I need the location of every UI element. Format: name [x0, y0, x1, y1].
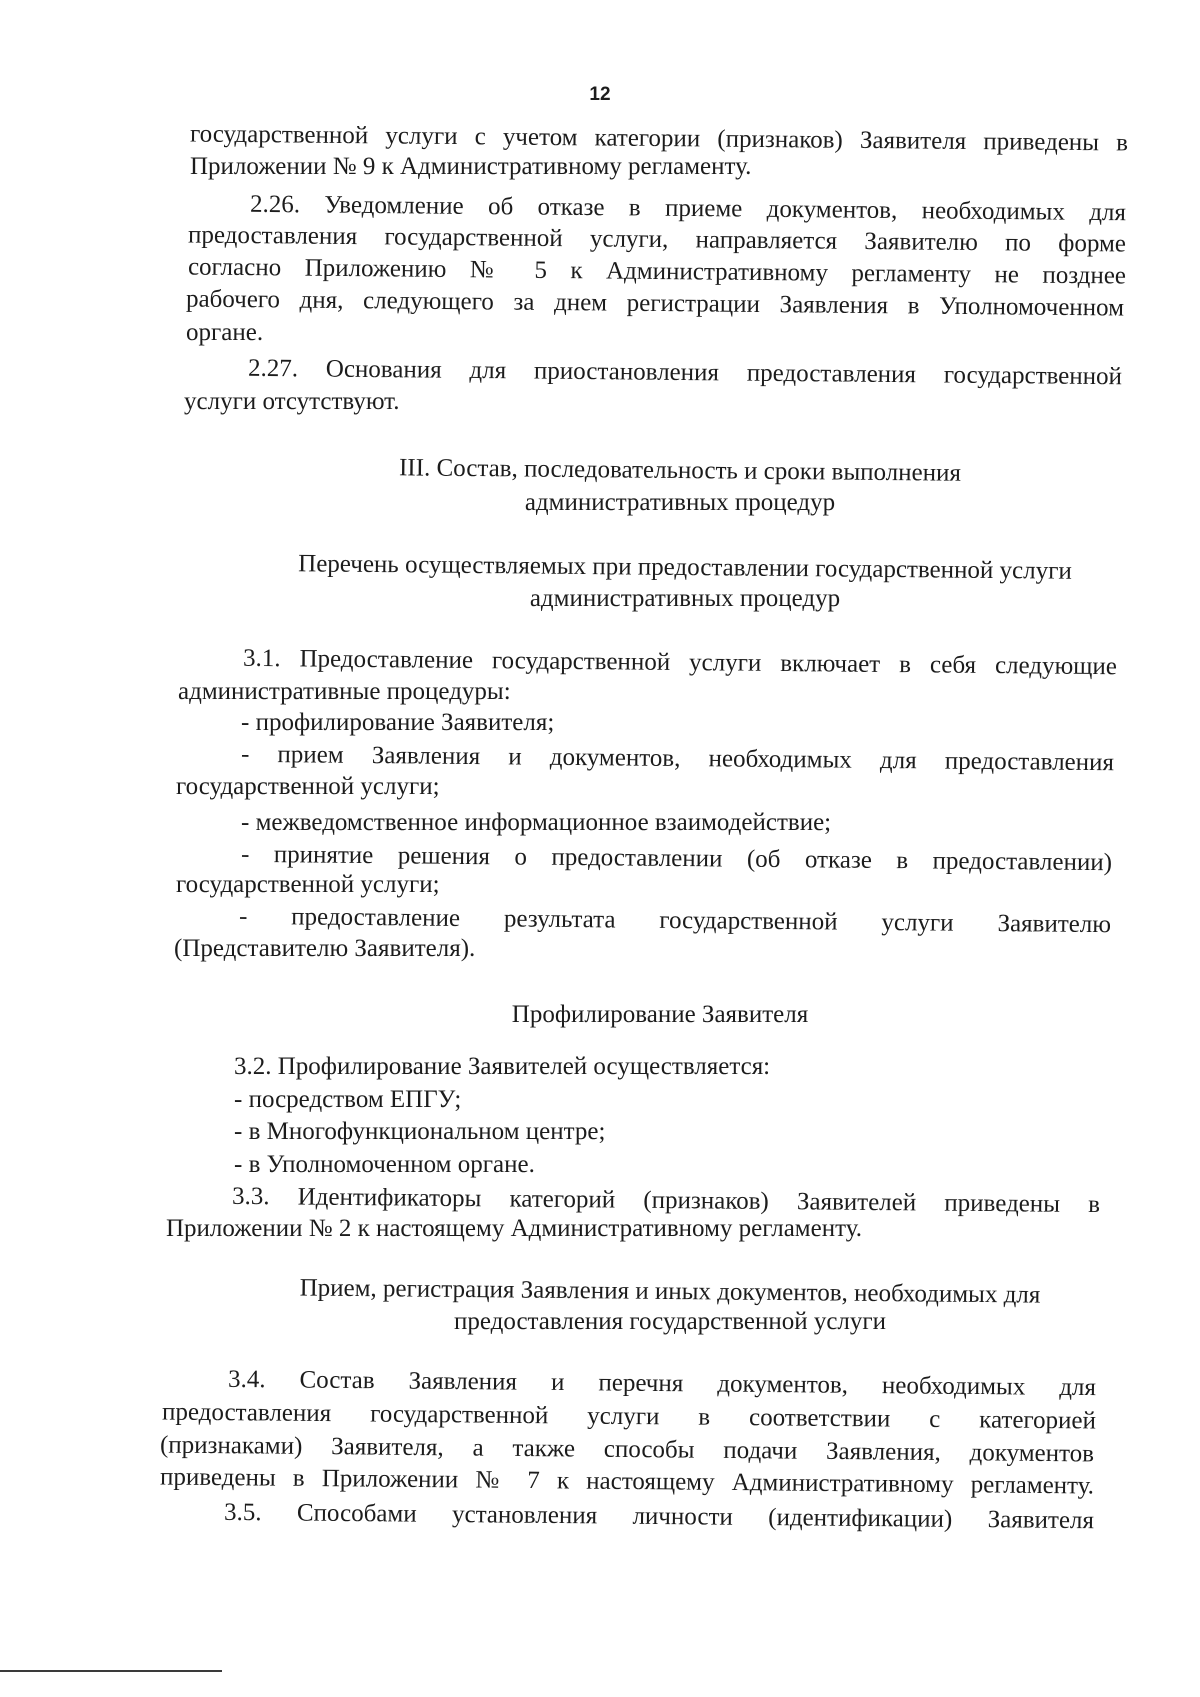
- list-item: - в Многофункциональном центре;: [234, 1118, 606, 1145]
- list-item: - профилирование Заявителя;: [241, 709, 555, 736]
- text-line: административные процедуры:: [178, 678, 511, 705]
- subheading: Перечень осуществляемых при предоставлении государственной услуги: [298, 550, 1072, 585]
- list-item: - прием Заявления и документов, необходимых для предоставления: [240, 740, 1115, 777]
- subheading: Прием, регистрация Заявления и иных документов, необходимых для: [299, 1274, 1041, 1309]
- page-number: 12: [589, 84, 611, 105]
- text-line: Приложении № 2 к настоящему Административному регламенту.: [166, 1215, 862, 1242]
- text-line: (признаками) Заявителя, а также способы подачи Заявления, документов: [159, 1431, 1095, 1468]
- text-line: 3.3. Идентификаторы категорий (признаков) Заявителей приведены в: [231, 1182, 1101, 1219]
- list-item: - принятие решения о предоставлении (об отказе в предоставлении): [240, 840, 1113, 877]
- list-item: - посредством ЕПГУ;: [234, 1086, 462, 1113]
- text-line: 3.2. Профилирование Заявителей осуществляется:: [234, 1053, 771, 1080]
- text-line: государственной услуги;: [176, 871, 440, 898]
- text-line: государственной услуги с учетом категории (признаков) Заявителя приведены в: [189, 120, 1129, 157]
- section-heading: III. Состав, последовательность и сроки выполнения: [398, 454, 962, 487]
- footer-rule: [0, 1670, 222, 1672]
- list-item: - предоставление результата государственной услуги Заявителю: [238, 902, 1112, 939]
- subheading: предоставления государственной услуги: [453, 1308, 887, 1335]
- text-line: услуги отсутствуют.: [184, 388, 400, 415]
- text-line: рабочего дня, следующего за днем регистрации Заявления в Уполномоченном: [185, 285, 1125, 322]
- text-line: приведены в Приложении № 7 к настоящему Административному регламенту.: [159, 1463, 1095, 1500]
- list-item: - межведомственное информационное взаимодействие;: [241, 809, 832, 836]
- text-line: согласно Приложению № 5 к Административному регламенту не позднее: [187, 253, 1127, 290]
- text-line: 3.1. Предоставление государственной услуги включает в себя следующие: [242, 644, 1118, 681]
- list-item: - в Уполномоченном органе.: [234, 1151, 535, 1178]
- text-line: 3.4. Состав Заявления и перечня документов, необходимых для: [227, 1365, 1097, 1402]
- text-line: 2.27. Основания для приостановления предоставления государственной: [247, 354, 1123, 391]
- section-heading: административных процедур: [524, 489, 836, 516]
- text-line: 3.5. Способами установления личности (идентификации) Заявителя: [223, 1498, 1095, 1535]
- text-line: предоставления государственной услуги, направляется Заявителю по форме: [187, 221, 1127, 258]
- text-line: 2.26. Уведомление об отказе в приеме документов, необходимых для: [249, 190, 1127, 227]
- subheading: административных процедур: [529, 585, 841, 612]
- text-line: государственной услуги;: [176, 773, 440, 800]
- text-line: (Представителю Заявителя).: [174, 935, 476, 962]
- text-line: органе.: [186, 319, 264, 346]
- text-line: Приложении № 9 к Административному регламенту.: [190, 153, 752, 180]
- subheading: Профилирование Заявителя: [511, 1001, 809, 1028]
- text-line: предоставления государственной услуги в соответствии с категорией: [161, 1398, 1097, 1435]
